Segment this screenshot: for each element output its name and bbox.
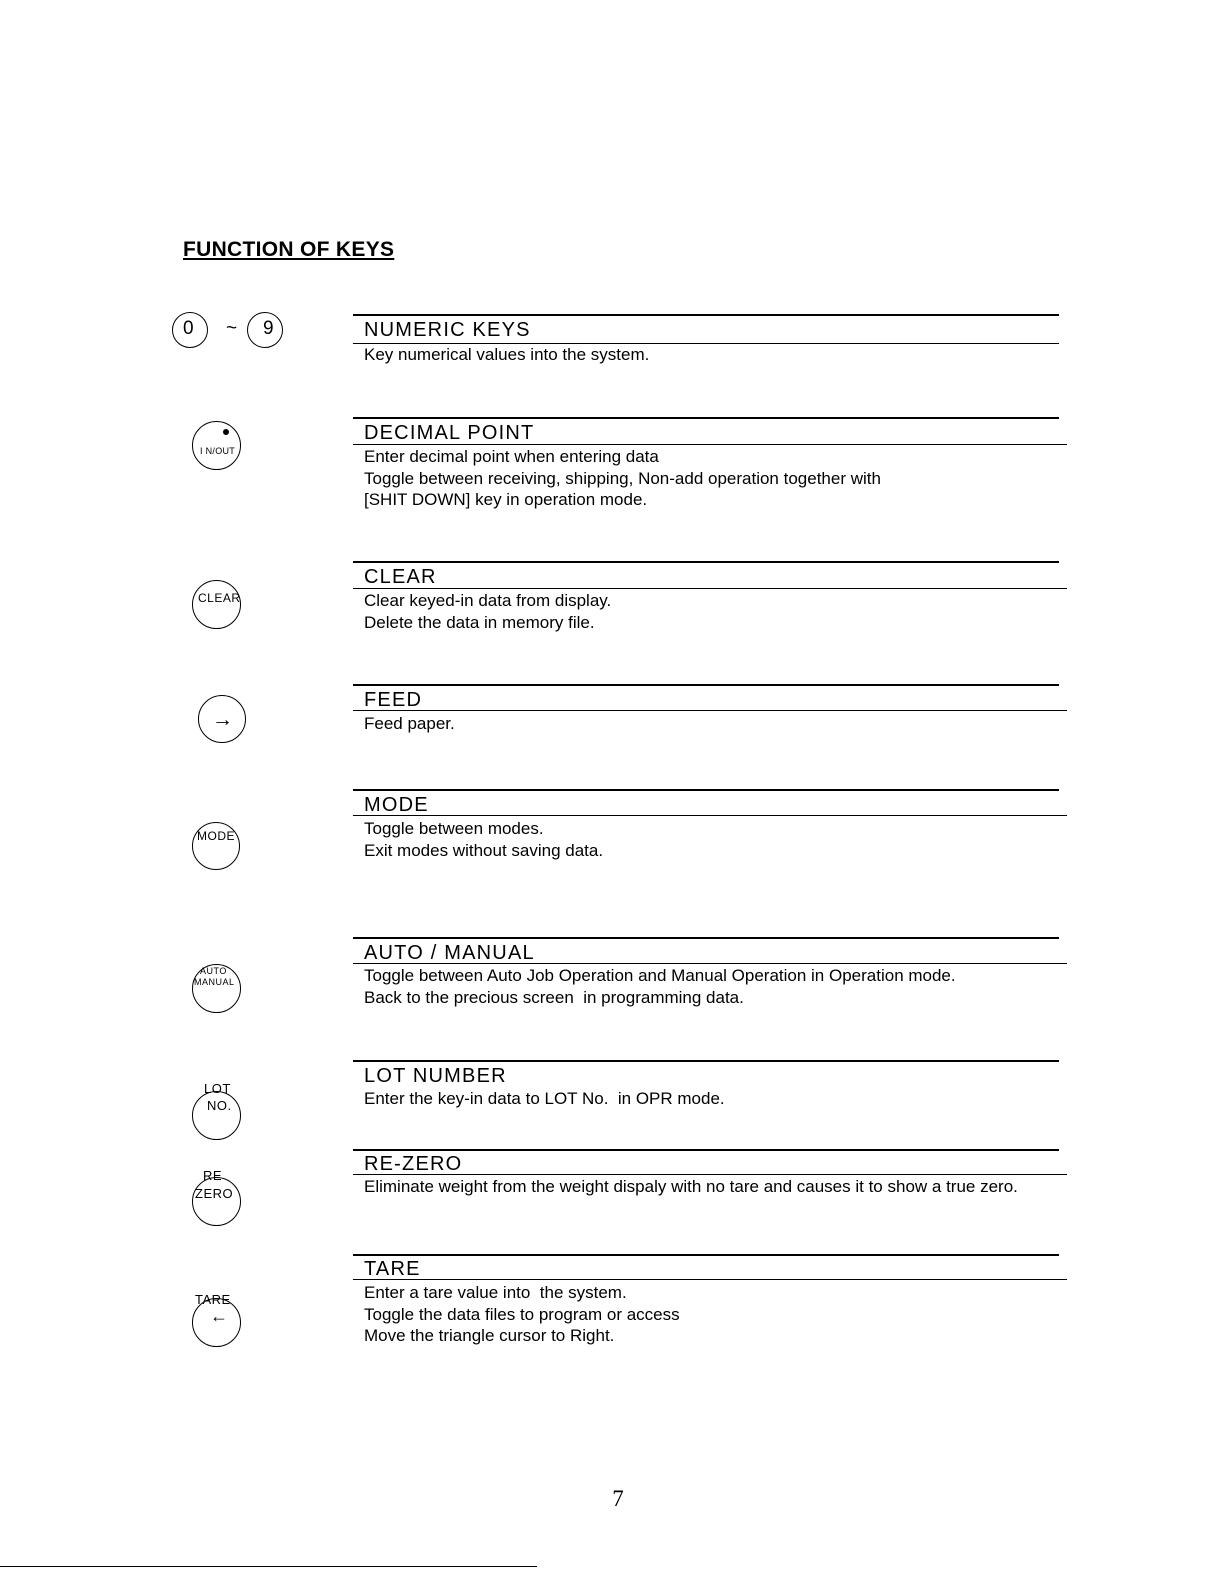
re-zero-key-circle bbox=[192, 1177, 241, 1226]
section-rule bbox=[353, 1279, 1067, 1280]
body-line: Delete the data in memory file. bbox=[364, 612, 595, 632]
in-out-label: I N/OUT bbox=[200, 446, 236, 456]
section-rule bbox=[353, 1149, 1059, 1151]
section-body bbox=[364, 1088, 1054, 1110]
body-line: Feed paper. bbox=[364, 714, 455, 733]
body-line: Toggle the data files to program or access bbox=[364, 1304, 680, 1324]
section-rule bbox=[353, 314, 1059, 316]
key-0-label: 0 bbox=[183, 318, 195, 339]
body-line: Clear keyed-in data from display. bbox=[364, 591, 612, 610]
body-line: [SHIT DOWN] key in operation mode. bbox=[364, 490, 648, 509]
section-title: TARE bbox=[364, 1258, 421, 1280]
tare-label: TARE bbox=[195, 1292, 231, 1307]
re-label: RE bbox=[203, 1168, 223, 1183]
section-title: FEED bbox=[364, 689, 423, 711]
section-rule bbox=[353, 684, 1059, 686]
body-line: Eliminate weight from the weight dispaly with no tare and causes it to show a true zero. bbox=[364, 1177, 1018, 1196]
body-line: Enter a tare value into the system. bbox=[364, 1283, 627, 1302]
section-body bbox=[364, 446, 1054, 511]
section-rule bbox=[353, 815, 1067, 816]
section-rule bbox=[353, 1254, 1059, 1256]
mode-key-label: MODE bbox=[197, 829, 235, 843]
tilde-label: ~ bbox=[226, 318, 238, 339]
auto-label: AUTO bbox=[200, 966, 227, 976]
page-number: 7 bbox=[612, 1486, 624, 1511]
zero-label: ZERO bbox=[195, 1186, 234, 1201]
body-line: Back to the precious screen in programming data. bbox=[364, 987, 744, 1007]
section-rule bbox=[353, 1060, 1059, 1062]
section-body bbox=[364, 818, 1054, 861]
body-line: Toggle between Auto Job Operation and Manual Operation in Operation mode. bbox=[364, 966, 956, 985]
lot-label: LOT bbox=[204, 1081, 231, 1096]
body-line: Enter decimal point when entering data bbox=[364, 447, 659, 466]
arrow-left-icon: ← bbox=[210, 1306, 229, 1326]
section-rule bbox=[353, 710, 1067, 711]
section-title: DECIMAL POINT bbox=[364, 422, 535, 444]
section-body bbox=[364, 713, 1054, 735]
section-body bbox=[364, 1176, 1036, 1198]
section-rule bbox=[353, 417, 1059, 419]
section-rule bbox=[353, 561, 1059, 563]
no-label: NO. bbox=[207, 1098, 232, 1113]
body-line: Toggle between modes. bbox=[364, 819, 544, 838]
section-rule bbox=[353, 1174, 1067, 1175]
section-rule bbox=[353, 789, 1059, 791]
body-line: Key numerical values into the system. bbox=[364, 345, 650, 364]
section-rule bbox=[353, 444, 1067, 445]
page-title: FUNCTION OF KEYS bbox=[183, 238, 395, 261]
footer-divider bbox=[0, 1566, 537, 1567]
section-title: CLEAR bbox=[364, 566, 437, 588]
body-line: Exit modes without saving data. bbox=[364, 840, 604, 860]
section-body bbox=[364, 344, 1054, 366]
section-body bbox=[364, 965, 1064, 1008]
section-title: LOT NUMBER bbox=[364, 1065, 507, 1087]
clear-key-label: CLEAR bbox=[198, 591, 241, 605]
key-9-label: 9 bbox=[263, 318, 275, 339]
section-title: RE-ZERO bbox=[364, 1153, 463, 1175]
section-rule bbox=[353, 937, 1059, 939]
section-body bbox=[364, 1282, 1054, 1347]
section-body bbox=[364, 590, 1054, 633]
arrow-right-icon: → bbox=[212, 708, 234, 731]
section-rule bbox=[353, 963, 1067, 964]
decimal-dot-icon bbox=[223, 429, 229, 435]
section-title: AUTO / MANUAL bbox=[364, 942, 535, 964]
section-title: NUMERIC KEYS bbox=[364, 319, 531, 341]
section-rule bbox=[353, 588, 1067, 589]
section-title: MODE bbox=[364, 794, 429, 816]
body-line: Move the triangle cursor to Right. bbox=[364, 1326, 615, 1345]
body-line: Toggle between receiving, shipping, Non-add operation together with bbox=[364, 468, 881, 488]
body-line: Enter the key-in data to LOT No. in OPR mode. bbox=[364, 1089, 725, 1108]
manual-label: MANUAL bbox=[194, 977, 235, 987]
